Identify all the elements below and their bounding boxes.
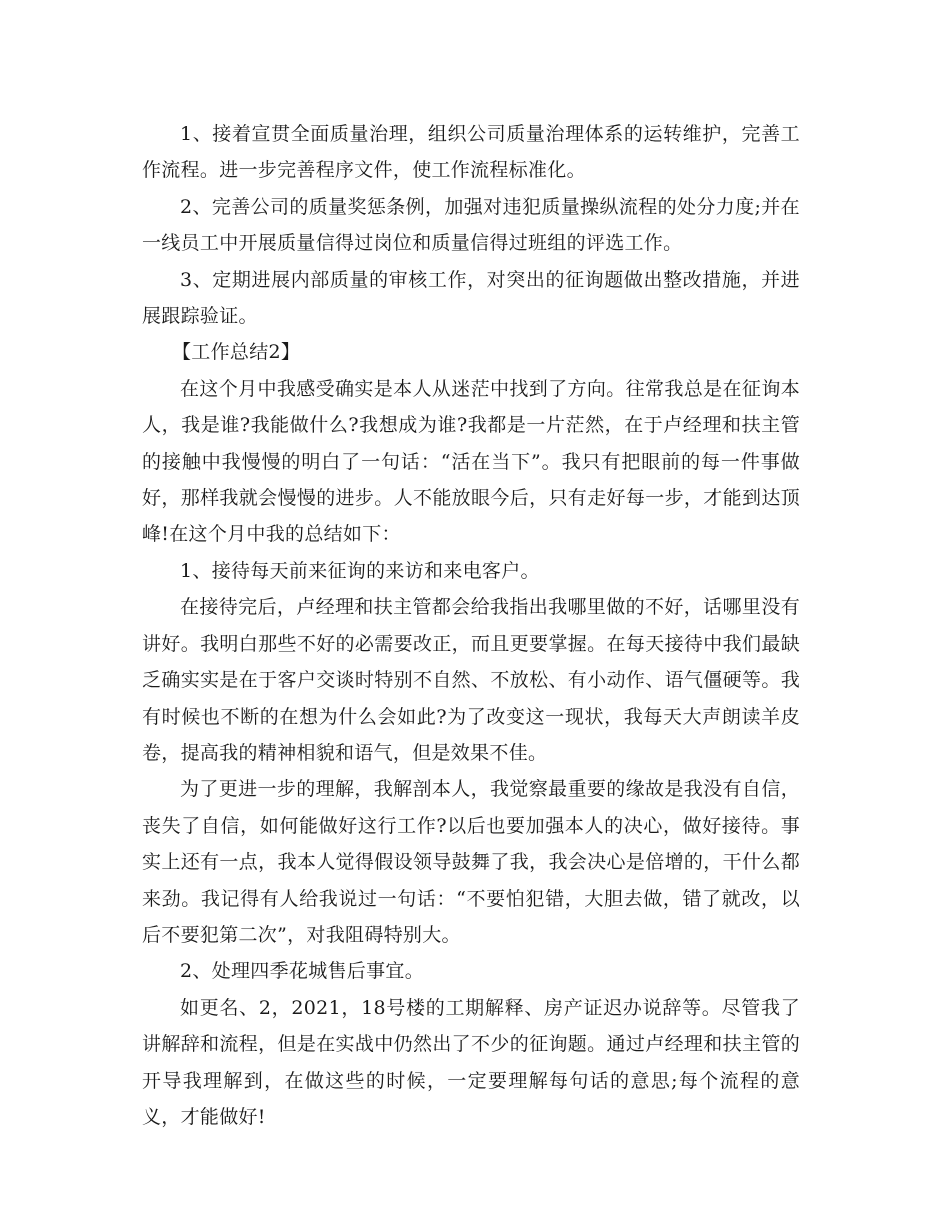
paragraph-item-3: 3、定期进展内部质量的审核工作，对突出的征询题做出整改措施，并进展跟踪验证。 xyxy=(142,268,800,328)
paragraph-point-2: 2、处理四季花城售后事宜。 xyxy=(180,960,424,983)
paragraph-item-2: 2、完善公司的质量奖惩条例，加强对违犯质量操纵流程的处分力度;并在一线员工中开展质量信得过岗位和质量信得过班组的评选工作。 xyxy=(142,195,800,255)
paragraph-item-1: 1、接着宣贯全面质量治理，组织公司质量治理体系的运转维护，完善工作流程。进一步完善程序文件，使工作流程标准化。 xyxy=(142,123,800,182)
document-body xyxy=(142,116,800,1135)
paragraph-point-1: 1、接待每天前来征询的来访和来电客户。 xyxy=(180,559,540,582)
paragraph-aftersales: 如更名、2，2021，18号楼的工期解释、房产证迟办说辞等。尽管我了讲解辞和流程，但是在实战中仍然出了不少的征询题。通过卢经理和扶主管的开导我理解到，在做这些的时候，一定要理解每句话的意思;每个流程的意义，才能做好! xyxy=(142,996,800,1128)
paragraph-reception: 在接待完后，卢经理和扶主管都会给我指出我哪里做的不好，话哪里没有讲好。我明白那些不好的必需要改正，而且更要掌握。在每天接待中我们最缺乏确实实是在于客户交谈时特别不自然、不放松、有小动作、语气僵硬等。我有时候也不断的在想为什么会如此?为了改变这一现状，我每天大声朗读羊皮卷，提高我的精神相貌和语气，但是效果不佳。 xyxy=(142,596,800,764)
paragraph-confidence: 为了更进一步的理解，我解剖本人，我觉察最重要的缘故是我没有自信，丧失了自信，如何能做好这行工作?以后也要加强本人的决心，做好接待。事实上还有一点，我本人觉得假设领导鼓舞了我，我会决心是倍增的，干什么都来劲。我记得有人给我说过一句话：“不要怕犯错，大胆去做，错了就改，以后不要犯第二次”，对我阻碍特别大。 xyxy=(142,778,800,946)
paragraph-intro: 在这个月中我感受确实是本人从迷茫中找到了方向。往常我总是在征询本人，我是谁?我能做什么?我想成为谁?我都是一片茫然，在于卢经理和扶主管的接触中我慢慢的明白了一句话：“活在当下”。我只有把眼前的每一件事做好，那样我就会慢慢的进步。人不能放眼今后，只有走好每一步，才能到达顶峰!在这个月中我的总结如下： xyxy=(142,377,800,546)
section-heading: 【工作总结2】 xyxy=(172,341,301,364)
